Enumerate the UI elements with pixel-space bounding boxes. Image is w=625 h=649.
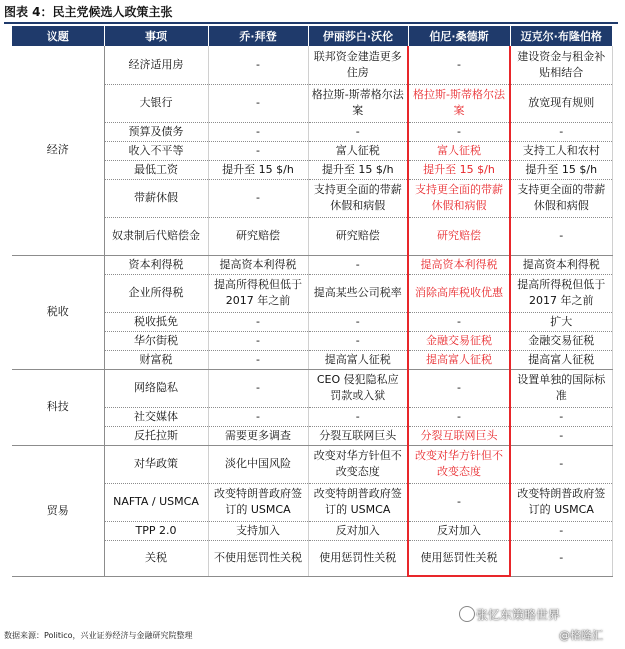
policy-cell: 金融交易征税 xyxy=(510,331,612,350)
item-cell: 反托拉斯 xyxy=(104,426,208,445)
policy-cell: - xyxy=(408,312,510,331)
policy-cell: - xyxy=(308,312,408,331)
policy-cell: - xyxy=(510,426,612,445)
header-issue: 议题 xyxy=(12,26,104,46)
watermark-account: 张忆东策略世界 xyxy=(476,608,561,622)
policy-cell: - xyxy=(308,331,408,350)
policy-cell: - xyxy=(408,369,510,407)
policy-cell: - xyxy=(510,521,612,540)
policy-cell: - xyxy=(510,122,612,141)
policy-cell: - xyxy=(308,255,408,274)
category-cell: 经济 xyxy=(12,46,104,255)
item-cell: 社交媒体 xyxy=(104,407,208,426)
table-row xyxy=(12,445,612,483)
policy-cell: 改变特朗普政府签订的 USMCA xyxy=(510,483,612,521)
policy-cell: 设置单独的国际标准 xyxy=(510,369,612,407)
header-warren: 伊丽莎白·沃伦 xyxy=(308,26,408,46)
policy-cell: - xyxy=(208,141,308,160)
policy-cell: 提高资本利得税 xyxy=(510,255,612,274)
policy-cell: 提升至 15 $/h xyxy=(510,160,612,179)
policy-cell: 建设资金与租金补贴相结合 xyxy=(510,46,612,84)
policy-cell: - xyxy=(408,122,510,141)
policy-cell: 改变对华方针但不改变态度 xyxy=(308,445,408,483)
item-cell: 企业所得税 xyxy=(104,274,208,312)
policy-cell: 富人征税 xyxy=(408,141,510,160)
policy-cell: - xyxy=(408,46,510,84)
header-biden: 乔·拜登 xyxy=(208,26,308,46)
policy-cell: 改变对华方针但不改变态度 xyxy=(408,445,510,483)
policy-cell: - xyxy=(208,407,308,426)
table-body xyxy=(12,46,612,576)
wechat-logo-icon xyxy=(459,606,475,622)
category-cell: 税收 xyxy=(12,255,104,369)
table-row xyxy=(12,369,612,407)
policy-cell: 提高所得税但低于 2017 年之前 xyxy=(510,274,612,312)
policy-cell: 格拉斯-斯蒂格尔法案 xyxy=(308,84,408,122)
item-cell: 奴隶制后代赔偿金 xyxy=(104,217,208,255)
policy-cell: 淡化中国风险 xyxy=(208,445,308,483)
figure-title: 图表 4：民主党候选人政策主张 xyxy=(4,5,173,19)
item-cell: 关税 xyxy=(104,540,208,576)
policy-table xyxy=(12,26,613,577)
policy-cell: 反对加入 xyxy=(408,521,510,540)
policy-cell: 支持更全面的带薪休假和病假 xyxy=(408,179,510,217)
category-cell: 贸易 xyxy=(12,445,104,576)
item-cell: 最低工资 xyxy=(104,160,208,179)
policy-cell: 联邦资金建造更多住房 xyxy=(308,46,408,84)
item-cell: 税收抵免 xyxy=(104,312,208,331)
policy-cell: 放宽现有规则 xyxy=(510,84,612,122)
item-cell: 网络隐私 xyxy=(104,369,208,407)
table-row xyxy=(12,255,612,274)
policy-cell: - xyxy=(510,445,612,483)
header-bloomberg: 迈克尔·布隆伯格 xyxy=(510,26,612,46)
policy-cell: 金融交易征税 xyxy=(408,331,510,350)
title-rule xyxy=(4,22,618,24)
policy-cell: 研究赔偿 xyxy=(208,217,308,255)
item-cell: 对华政策 xyxy=(104,445,208,483)
policy-cell: - xyxy=(208,312,308,331)
policy-cell: 使用惩罚性关税 xyxy=(408,540,510,576)
item-cell: 华尔街税 xyxy=(104,331,208,350)
policy-cell: 富人征税 xyxy=(308,141,408,160)
header-sanders: 伯尼·桑德斯 xyxy=(408,26,510,46)
policy-cell: - xyxy=(308,407,408,426)
policy-cell: - xyxy=(408,407,510,426)
policy-cell: 提升至 15 $/h xyxy=(408,160,510,179)
item-cell: 财富税 xyxy=(104,350,208,369)
item-cell: 收入不平等 xyxy=(104,141,208,160)
policy-cell: 反对加入 xyxy=(308,521,408,540)
policy-cell: 研究赔偿 xyxy=(308,217,408,255)
policy-cell: 格拉斯-斯蒂格尔法案 xyxy=(408,84,510,122)
item-cell: 大银行 xyxy=(104,84,208,122)
item-cell: NAFTA / USMCA xyxy=(104,483,208,521)
policy-cell: 提高富人征税 xyxy=(408,350,510,369)
item-cell: 预算及债务 xyxy=(104,122,208,141)
policy-cell: - xyxy=(510,540,612,576)
header-row xyxy=(12,26,612,46)
item-cell: 资本利得税 xyxy=(104,255,208,274)
policy-cell: - xyxy=(208,122,308,141)
policy-cell: 提高资本利得税 xyxy=(408,255,510,274)
policy-cell: CEO 侵犯隐私应罚款或入狱 xyxy=(308,369,408,407)
policy-cell: 支持更全面的带薪休假和病假 xyxy=(510,179,612,217)
policy-cell: 研究赔偿 xyxy=(408,217,510,255)
policy-cell: - xyxy=(208,84,308,122)
item-cell: 带薪休假 xyxy=(104,179,208,217)
policy-cell: 改变特朗普政府签订的 USMCA xyxy=(308,483,408,521)
policy-cell: 使用惩罚性关税 xyxy=(308,540,408,576)
item-cell: 经济适用房 xyxy=(104,46,208,84)
policy-cell: 提高富人征税 xyxy=(308,350,408,369)
policy-cell: 提高所得税但低于 2017 年之前 xyxy=(208,274,308,312)
header-item: 事项 xyxy=(104,26,208,46)
table-row xyxy=(12,46,612,84)
policy-cell: - xyxy=(208,369,308,407)
policy-cell: 改变特朗普政府签订的 USMCA xyxy=(208,483,308,521)
policy-cell: - xyxy=(208,350,308,369)
policy-cell: 分裂互联网巨头 xyxy=(408,426,510,445)
item-cell: TPP 2.0 xyxy=(104,521,208,540)
policy-cell: 分裂互联网巨头 xyxy=(308,426,408,445)
watermark-site: @格隆汇 xyxy=(559,629,603,642)
policy-cell: 提升至 15 $/h xyxy=(308,160,408,179)
policy-cell: - xyxy=(510,217,612,255)
policy-cell: 支持加入 xyxy=(208,521,308,540)
policy-cell: 提高资本利得税 xyxy=(208,255,308,274)
policy-cell: 提高某些公司税率 xyxy=(308,274,408,312)
policy-cell: - xyxy=(208,46,308,84)
policy-cell: 支持工人和农村 xyxy=(510,141,612,160)
source-note: 数据来源：Politico，兴业证券经济与金融研究院整理 xyxy=(4,631,193,640)
policy-cell: - xyxy=(308,122,408,141)
policy-cell: - xyxy=(208,331,308,350)
policy-cell: 需要更多调查 xyxy=(208,426,308,445)
policy-cell: 提高富人征税 xyxy=(510,350,612,369)
policy-cell: 消除高库税收优惠 xyxy=(408,274,510,312)
policy-cell: 支持更全面的带薪休假和病假 xyxy=(308,179,408,217)
category-cell: 科技 xyxy=(12,369,104,445)
policy-cell: - xyxy=(208,179,308,217)
policy-cell: 提升至 15 $/h xyxy=(208,160,308,179)
policy-cell: - xyxy=(408,483,510,521)
policy-cell: 不使用惩罚性关税 xyxy=(208,540,308,576)
policy-cell: 扩大 xyxy=(510,312,612,331)
policy-cell: - xyxy=(510,407,612,426)
